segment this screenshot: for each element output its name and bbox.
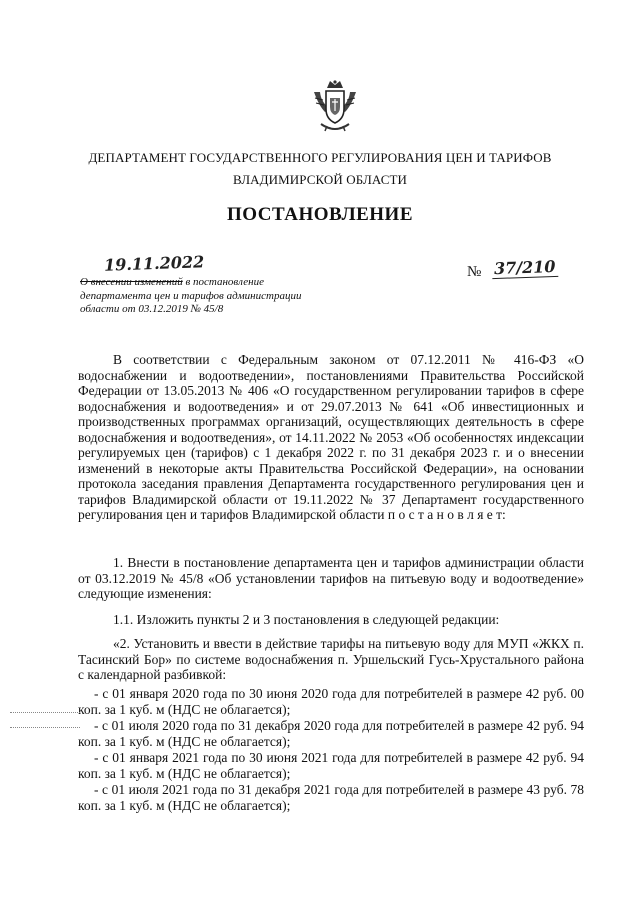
- document-type-title: ПОСТАНОВЛЕНИЕ: [226, 204, 414, 225]
- clause-2-paragraph: «2. Установить и ввести в действие тарифы на питьевую воду для МУП «ЖКХ п. Тасинский Бор» по системе водоснабжения п. Уршельский Гусь-Хрустального района с календарной разбивкой:: [78, 636, 584, 682]
- clause-1-1-paragraph: 1.1. Изложить пункты 2 и 3 постановления в следующей редакции:: [113, 612, 500, 627]
- tariff-list-item: - с 01 июля 2021 года по 31 декабря 2021 года для потребителей в размере 43 руб. 78 коп. за 1 куб. м (НДС не облагается);: [78, 782, 584, 813]
- department-name-line2: ВЛАДИМИРСКОЙ ОБЛАСТИ: [232, 172, 408, 187]
- document-subject: [80, 276, 310, 317]
- tariff-list-item: - с 01 января 2020 года по 30 июня 2020 года для потребителей в размере 42 руб. 00 коп. за 1 куб. м (НДС не облагается);: [78, 686, 584, 717]
- subject-rest-text: в постановление департамента цен и тарифов администрации области от 03.12.2019 № 45/8: [80, 276, 302, 315]
- coat-of-arms-icon: [311, 78, 359, 134]
- margin-dotted-line: [10, 712, 80, 713]
- handwritten-number: 37/210: [492, 257, 558, 279]
- department-name-line1: ДЕПАРТАМЕНТ ГОСУДАРСТВЕННОГО РЕГУЛИРОВАНИЯ ЦЕН И ТАРИФОВ: [88, 150, 552, 165]
- subject-struck-text: О внесении изменений: [80, 276, 183, 288]
- preamble-paragraph: В соответствии с Федеральным законом от 07.12.2011 № 416-ФЗ «О водоснабжении и водоотведении», постановлениями Правительства Российской Федерации от 13.05.2013 № 406 «О государственном регулировании тарифов в сфере водоснабжения и водоотведения» и от 29.07.2013 № 641 «Об инвестиционных и производственных программах организаций, осуществляющих деятельность в сфере водоснабжения и водоотведения», от 14.11.2022 № 2053 «Об особенностях индексации регулируемых цен (тарифов) с 1 декабря 2022 г. по 31 декабря 2023 г. и о внесении изменений в некоторые акты Правительства Российской Федерации», на основании протокола заседания правления Департамента государственного регулирования цен и тарифов Владимирской области от 19.11.2022 № 37 Департамент государственного регулирования цен и тарифов Владимирской области п о с т а н о в л я е т:: [78, 352, 584, 522]
- tariff-list-item: - с 01 января 2021 года по 30 июня 2021 года для потребителей в размере 42 руб. 94 коп. за 1 куб. м (НДС не облагается);: [78, 750, 584, 781]
- margin-dotted-line: [10, 727, 80, 728]
- tariff-list-item: - с 01 июля 2020 года по 31 декабря 2020 года для потребителей в размере 42 руб. 94 коп. за 1 куб. м (НДС не облагается);: [78, 718, 584, 749]
- handwritten-date: 19.11.2022: [103, 252, 205, 275]
- clause-1-paragraph: 1. Внести в постановление департамента цен и тарифов администрации области от 03.12.2019 № 45/8 «Об установлении тарифов на питьевую воду и водоотведение» следующие изменения:: [78, 555, 584, 601]
- number-label: №: [467, 264, 482, 280]
